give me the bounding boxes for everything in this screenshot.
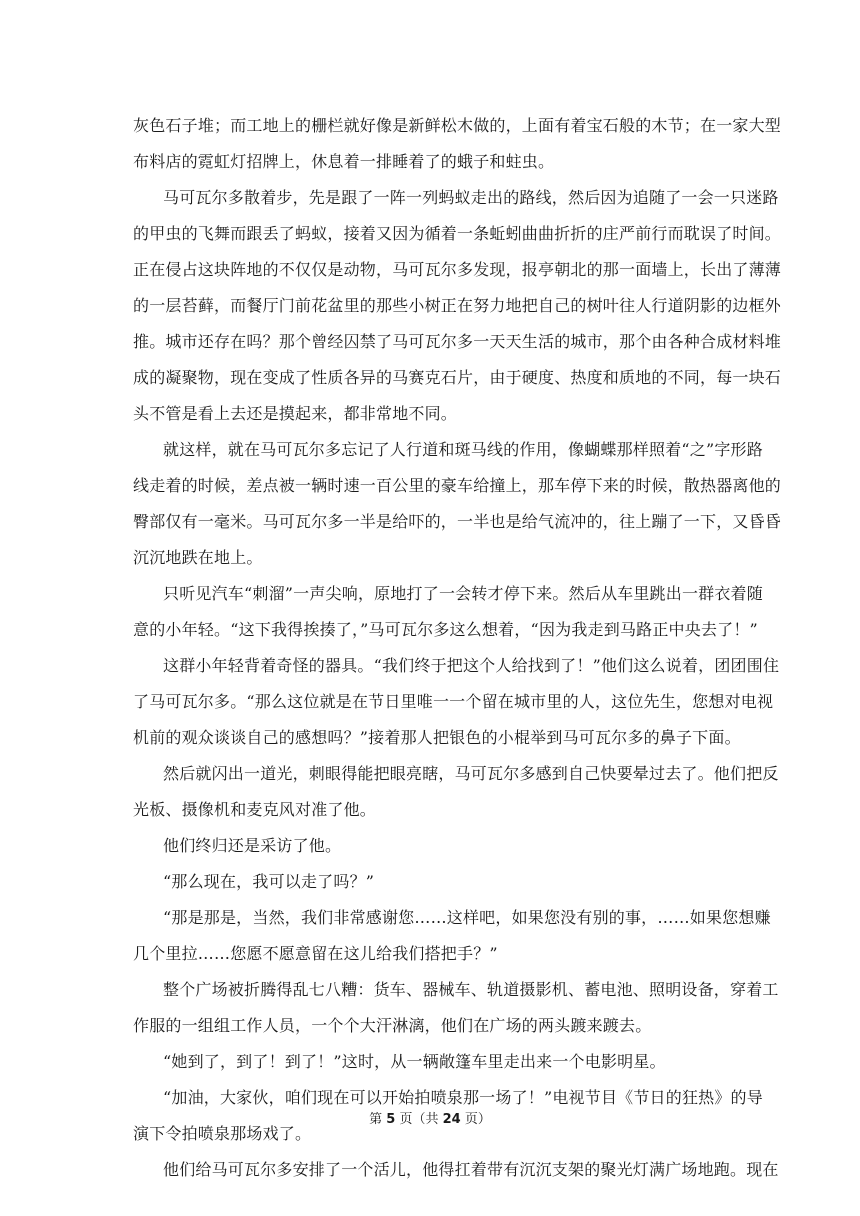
text-line: 机前的观众谈谈自己的感想吗？”接着那人把银色的小棍举到马可瓦尔多的鼻子下面。	[133, 728, 741, 747]
text-line: 光板、摄像机和麦克风对准了他。	[133, 800, 377, 819]
text-line: 正在侵占这块阵地的不仅仅是动物，马可瓦尔多发现，报亭朝北的那一面墙上，长出了薄薄	[133, 260, 782, 279]
footer-page-number: 5	[386, 1112, 396, 1127]
text-line: 马可瓦尔多散着步，先是跟了一阵一列蚂蚁走出的路线，然后因为追随了一会一只迷路	[163, 188, 779, 207]
text-line: 整个广场被折腾得乱七八糟：货车、器械车、轨道摄影机、蓄电池、照明设备，穿着工	[163, 980, 779, 999]
text-line: 意的小年轻。“这下我得挨揍了，”马可瓦尔多这么想着，“因为我走到马路正中央去了！”	[133, 620, 758, 639]
text-line: 就这样，就在马可瓦尔多忘记了人行道和斑马线的作用，像蝴蝶那样照着“之”字形路	[163, 440, 763, 459]
text-line: 推。城市还存在吗？那个曾经囚禁了马可瓦尔多一天天生活的城市，那个由各种合成材料堆	[133, 332, 782, 351]
text-line: 臀部仅有一毫米。马可瓦尔多一半是给吓的，一半也是给气流冲的，往上蹦了一下，又昏昏	[133, 512, 782, 531]
page-footer	[0, 1110, 860, 1130]
text-line: 这群小年轻背着奇怪的器具。“我们终于把这个人给找到了！”他们这么说着，团团围住	[163, 656, 780, 675]
text-line: 然后就闪出一道光，刺眼得能把眼亮瞎，马可瓦尔多感到自己快要晕过去了。他们把反	[163, 764, 779, 783]
body-text	[133, 108, 782, 1188]
text-line: 演下令拍喷泉那场戏了。	[133, 1124, 312, 1143]
text-line: 沉沉地跌在地上。	[133, 548, 263, 567]
text-line: 几个里拉……您愿不愿意留在这儿给我们搭把手？”	[133, 944, 498, 963]
text-line: “那么现在，我可以走了吗？”	[163, 872, 375, 891]
text-line: “那是那是，当然，我们非常感谢您……这样吧，如果您没有别的事，……如果您想赚	[163, 908, 771, 927]
text-line: 成的凝聚物，现在变成了性质各异的马赛克石片，由于硬度、热度和质地的不同，每一块石	[133, 368, 782, 387]
text-line: 他们终归还是采访了他。	[163, 836, 342, 855]
footer-suffix: 页）	[460, 1112, 491, 1127]
text-line: 的甲虫的飞舞而跟丢了蚂蚁，接着又因为循着一条蚯蚓曲曲折折的庄严前行而耽误了时间。	[133, 224, 782, 243]
footer-total-pages: 24	[442, 1112, 461, 1127]
text-line: 他们给马可瓦尔多安排了一个活儿，他得扛着带有沉沉支架的聚光灯满广场地跑。现在	[163, 1160, 779, 1179]
text-line: 作服的一组组工作人员，一个个大汗淋漓，他们在广场的两头踱来踱去。	[133, 1016, 652, 1035]
text-line: 只听见汽车“刺溜”一声尖响，原地打了一会转才停下来。然后从车里跳出一群衣着随	[163, 584, 763, 603]
text-line: “加油，大家伙，咱们现在可以开始拍喷泉那一场了！”电视节目《节日的狂热》的导	[163, 1088, 763, 1107]
text-line: 布料店的霓虹灯招牌上，休息着一排睡着了的蛾子和蛀虫。	[133, 152, 555, 171]
text-line: 头不管是看上去还是摸起来，都非常地不同。	[133, 404, 458, 423]
text-line: 的一层苔藓，而餐厅门前花盆里的那些小树正在努力地把自己的树叶往人行道阴影的边框外	[133, 296, 782, 315]
text-line: 线走着的时候，差点被一辆时速一百公里的豪车给撞上，那车停下来的时候，散热器离他的	[133, 476, 782, 495]
footer-middle: 页（共	[395, 1112, 443, 1127]
text-line: 灰色石子堆；而工地上的栅栏就好像是新鲜松木做的，上面有着宝石般的木节；在一家大型	[133, 116, 782, 135]
text-line: 了马可瓦尔多。“那么这位就是在节日里唯一一个留在城市里的人，这位先生，您想对电视	[133, 692, 774, 711]
footer-prefix: 第	[369, 1112, 387, 1127]
text-line: “她到了，到了！到了！”这时，从一辆敞篷车里走出来一个电影明星。	[163, 1052, 666, 1071]
